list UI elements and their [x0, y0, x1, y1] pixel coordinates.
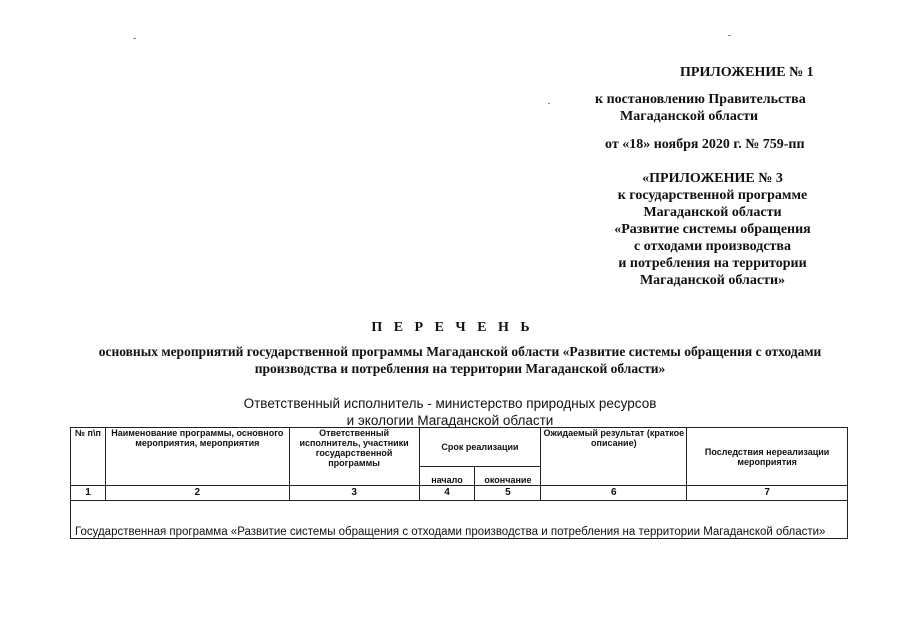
header-period: Срок реализации — [419, 428, 541, 467]
column-number: 3 — [289, 486, 419, 501]
header-consequences: Последствия нереализации мероприятия — [687, 428, 848, 486]
appendix-3-line: Магаданской области — [643, 205, 782, 220]
header-result: Ожидаемый результат (краткое описание) — [541, 428, 687, 486]
header-end: окончание — [475, 467, 541, 486]
column-number: 5 — [475, 486, 541, 501]
appendix-3-line: Магаданской области» — [639, 273, 786, 288]
responsible-line2: и экологии Магаданской области — [346, 413, 554, 428]
appendix-1-line2: Магаданской области — [620, 109, 759, 124]
responsible-line1: Ответственный исполнитель - министерство природных ресурсов — [243, 396, 657, 411]
header-num: № п\п — [71, 428, 106, 486]
appendix-1-title: ПРИЛОЖЕНИЕ № 1 — [680, 65, 814, 80]
appendix-3-line: «Развитие системы обращения — [614, 222, 811, 237]
appendix-3-block — [590, 170, 835, 289]
activities-table — [70, 427, 848, 539]
responsible-executor — [200, 395, 700, 429]
appendix-1-line1: к постановлению Правительства — [595, 92, 806, 107]
column-number: 7 — [687, 486, 848, 501]
header-name: Наименование программы, основного мероприятия, мероприятия — [105, 428, 289, 486]
column-number: 1 — [71, 486, 106, 501]
appendix-3-line: «ПРИЛОЖЕНИЕ № 3 — [642, 171, 783, 186]
column-number: 6 — [541, 486, 687, 501]
document-subtitle: основных мероприятий государственной программы Магаданской области «Развитие системы обращения с отходами производства и потребления на территории Магаданской области» — [98, 344, 822, 376]
document-title: П Е Р Е Ч Е Н Ь — [371, 320, 534, 335]
column-number: 4 — [419, 486, 475, 501]
appendix-3-line: к государственной программе — [617, 188, 808, 203]
appendix-3-line: с отходами производства — [634, 239, 791, 254]
program-row: Государственная программа «Развитие системы обращения с отходами производства и потребления на территории Магаданской области» — [71, 501, 848, 539]
appendix-3-line: и потребления на территории — [618, 256, 807, 271]
header-start: начало — [419, 467, 475, 486]
header-executor: Ответственный исполнитель, участники государственной программы — [289, 428, 419, 486]
column-number: 2 — [105, 486, 289, 501]
appendix-1-date: от «18» ноября 2020 г. № 759-пп — [605, 137, 805, 152]
